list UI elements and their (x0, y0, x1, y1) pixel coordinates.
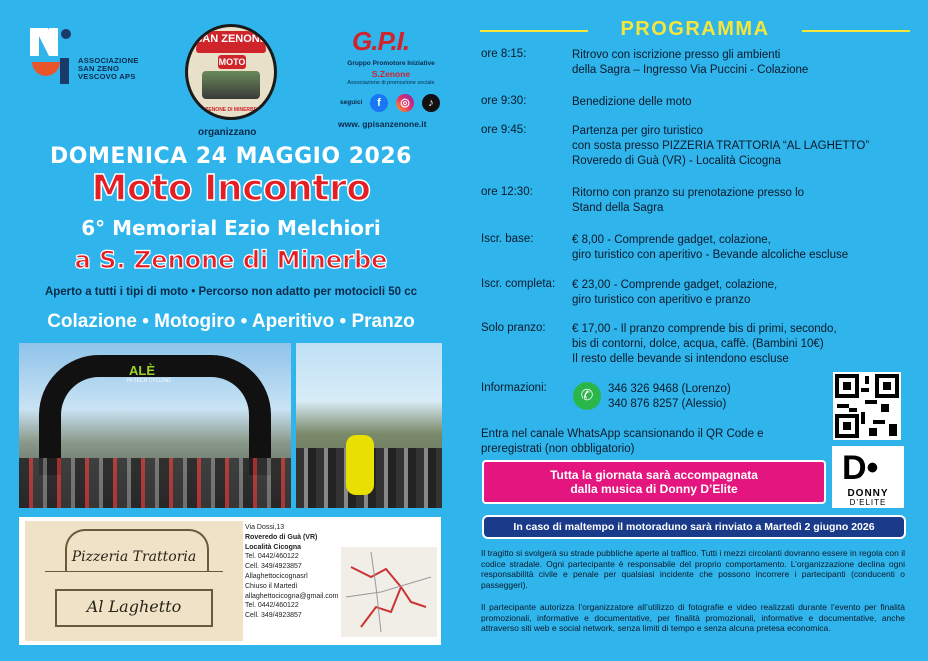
association-logo (30, 28, 72, 86)
programma-heading: PROGRAMMA (480, 18, 910, 32)
info-label: Informazioni: (481, 382, 547, 394)
qr-code[interactable] (833, 372, 901, 440)
disclaimer-traffic: Il tragitto si svolgerà su strade pubbliche aperte al traffico. Tutti i mezzi circolanti dovranno essere in regola con il codice stradale. Ogni partecipante è responsabile del proprio comportamento. L’organizzazione declina ogni responsabilità civile e penale per qualsiasi incidente che possono incorrere i partecipanti (conducenti o passeggeri). (481, 548, 905, 591)
event-conditions: Aperto a tutti i tipi di moto • Percorso non adatto per motocicli 50 cc (44, 286, 418, 298)
seguici-label: seguici (340, 99, 363, 106)
facebook-icon[interactable]: f (370, 94, 388, 112)
pizzeria-map (341, 547, 437, 637)
price-text: € 17,00 - Il pranzo comprende bis di primi, secondo, bis di contorni, dolce, acqua, caffè. (Bambini 10€) Il resto delle bevande si intendono escluse (572, 323, 837, 365)
phone-numbers[interactable]: 346 326 9468 (Lorenzo) 340 876 8257 (Alessio) (608, 383, 731, 410)
event-place: a S. Zenone di Minerbe (74, 246, 388, 274)
bad-weather-banner: In caso di maltempo il motoraduno sarà rinviato a Martedì 2 giugno 2026 (482, 515, 906, 539)
price-label: Iscr. completa: (481, 278, 556, 290)
event-date: DOMENICA 24 MAGGIO 2026 (50, 144, 412, 169)
price-label: Solo pranzo: (481, 322, 546, 334)
schedule-text: Ritorno con pranzo su prenotazione presso lo Stand della Sagra (572, 187, 805, 214)
donny-delite-logo: D• DONNY D’ELITE (832, 446, 904, 508)
schedule-label: ore 9:45: (481, 124, 527, 136)
price-text: € 8,00 - Comprende gadget, colazione, giro turistico con aperitivo - Bevande alcoliche escluse (572, 234, 849, 261)
photo-bikes-street (296, 343, 442, 508)
schedule-text: Ritrovo con iscrizione presso gli ambienti della Sagra – Ingresso Via Puccini - Colazione (572, 49, 809, 76)
association-name: ASSOCIAZIONE SAN ZENO VESCOVO APS (78, 56, 139, 81)
pizzeria-info: Via Dossi,13 Roveredo di Guà (VR) Località Cicogna Tel. 0442/460122 Cell. 349/4923857 Allaghettocicognasrl Chiuso il Martedì allaghettocicogna@gmail.com Tel. 0442/460122 Cell. 349/4923857 (245, 524, 339, 620)
event-title: Moto Incontro (91, 168, 371, 209)
whatsapp-channel-note: Entra nel canale WhatsApp scansionando il QR Code e preregistrati (non obbligatorio) (481, 428, 764, 455)
whatsapp-icon[interactable]: ✆ (573, 382, 601, 410)
schedule-label: ore 8:15: (481, 48, 527, 60)
san-zenone-moto-badge: SAN ZENONE MOTO SAN ZENONE DI MINERBE (VR) (185, 24, 277, 120)
schedule-label: ore 12:30: (481, 186, 533, 198)
schedule-label: ore 9:30: (481, 95, 527, 107)
schedule-text: Partenza per giro turistico con sosta presso PIZZERIA TRATTORIA “AL LAGHETTO” Roveredo di Guà (VR) - Località Cicogna (572, 125, 870, 167)
gpi-logo: G.P.I. Gruppo Promotore Iniziative S.Zenone Associazione di promozione sociale (347, 26, 435, 86)
music-banner: Tutta la giornata sarà accompagnata dalla musica di Donny D’Elite (482, 460, 826, 504)
event-memorial: 6° Memorial Ezio Melchiori (81, 216, 381, 240)
pizzeria-logo: Pizzeria Trattoria Al Laghetto (25, 521, 243, 641)
website-link[interactable]: www. gpisanzenone.it (338, 119, 427, 129)
disclaimer-media: Il partecipante autorizza l’organizzatore all’utilizzo di fotografie e video realizzati durante l’evento per finalità promozionali, informative e documentative, per finalità promozionali, informative e documentative, anche attraverso siti web e social network, senza limiti di tempo e senza alcuna pretesa economica. (481, 602, 905, 634)
photo-start-arch: ALÈ HI-TECH CYCLING (19, 343, 291, 508)
instagram-icon[interactable]: ◎ (396, 94, 414, 112)
schedule-text: Benedizione delle moto (572, 96, 692, 108)
tiktok-icon[interactable]: ♪ (422, 94, 440, 112)
price-label: Iscr. base: (481, 233, 534, 245)
organizzano-label: organizzano (198, 127, 257, 138)
event-activities: Colazione • Motogiro • Aperitivo • Pranzo (47, 311, 415, 332)
price-text: € 23,00 - Comprende gadget, colazione, giro turistico con aperitivo e pranzo (572, 279, 778, 306)
pizzeria-ad (19, 517, 441, 645)
